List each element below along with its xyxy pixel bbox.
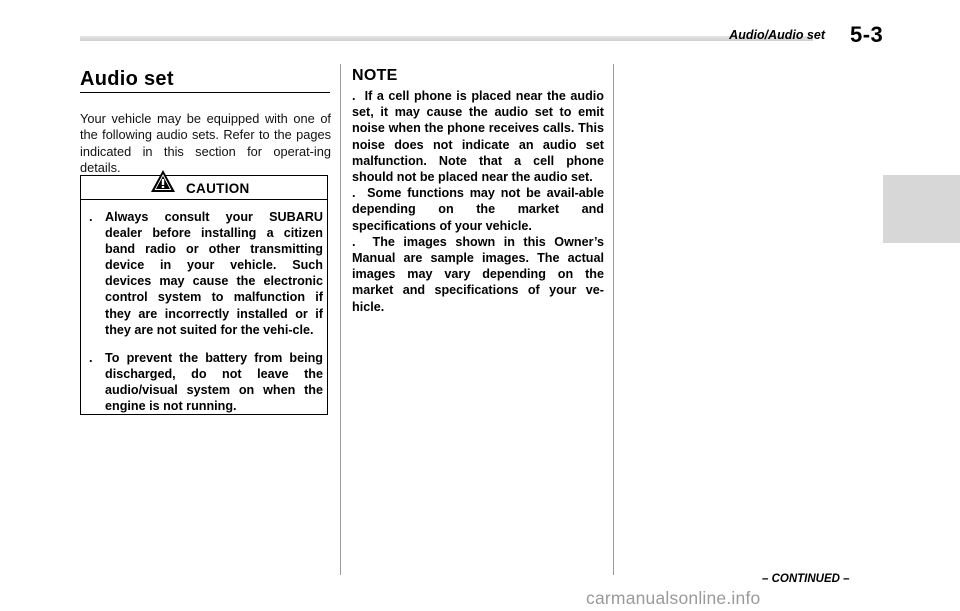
note-item-text: Some functions may not be avail-able depending on the market and specifications of your vehicle. bbox=[352, 186, 605, 233]
caution-item bbox=[89, 209, 323, 338]
site-watermark: carmanualsonline.info bbox=[586, 588, 761, 608]
note-title: NOTE bbox=[352, 67, 398, 84]
title-underline bbox=[80, 92, 330, 93]
caution-item-text: Always consult your SUBARU dealer before installing a citizen band radio or other transmitting device in your vehicle. Such devices may cause the electronic control system to malfunction if they are incorrectly installed or if they are not suited for the vehi-cle. bbox=[105, 210, 323, 337]
column-divider bbox=[340, 64, 341, 575]
note-item bbox=[352, 88, 604, 185]
running-head: Audio/Audio set bbox=[729, 28, 825, 42]
note-item-text: The images shown in this Owner’s Manual are sample images. The actual images may vary depending on the market and specifications of your ve-hicle. bbox=[352, 234, 604, 314]
bullet-mark: . bbox=[352, 234, 373, 249]
caution-header bbox=[81, 176, 327, 200]
note-item-text: If a cell phone is placed near the audio set, it may cause the audio set to emit noise when the phone receives calls. This noise does not indicate an audio set malfunction. Note that a cell phone should not be placed near the audio set. bbox=[352, 89, 604, 185]
intro-paragraph: Your vehicle may be equipped with one of the following audio sets. Refer to the pages indicated in this section for operat-ing details. bbox=[80, 111, 331, 175]
bullet-mark: . bbox=[352, 89, 365, 103]
caution-item bbox=[89, 350, 323, 414]
note-body bbox=[352, 88, 604, 315]
note-item bbox=[352, 185, 604, 234]
caution-label: CAUTION bbox=[186, 181, 250, 196]
continued-marker: – CONTINUED – bbox=[762, 573, 850, 585]
warning-triangle-icon bbox=[150, 169, 176, 193]
bullet-mark: . bbox=[352, 186, 368, 201]
note-item bbox=[352, 234, 604, 315]
section-title: Audio set bbox=[80, 68, 174, 90]
bullet-mark: . bbox=[89, 210, 93, 224]
page-number: 5-3 bbox=[850, 22, 884, 47]
bullet-mark: . bbox=[89, 351, 93, 365]
caution-item-text: To prevent the battery from being discharged, do not leave the audio/visual system on when the engine is not running. bbox=[105, 351, 323, 414]
column-divider bbox=[613, 64, 614, 575]
chapter-thumb-tab bbox=[883, 175, 960, 243]
caution-box bbox=[80, 175, 328, 415]
header-bar bbox=[80, 36, 813, 41]
